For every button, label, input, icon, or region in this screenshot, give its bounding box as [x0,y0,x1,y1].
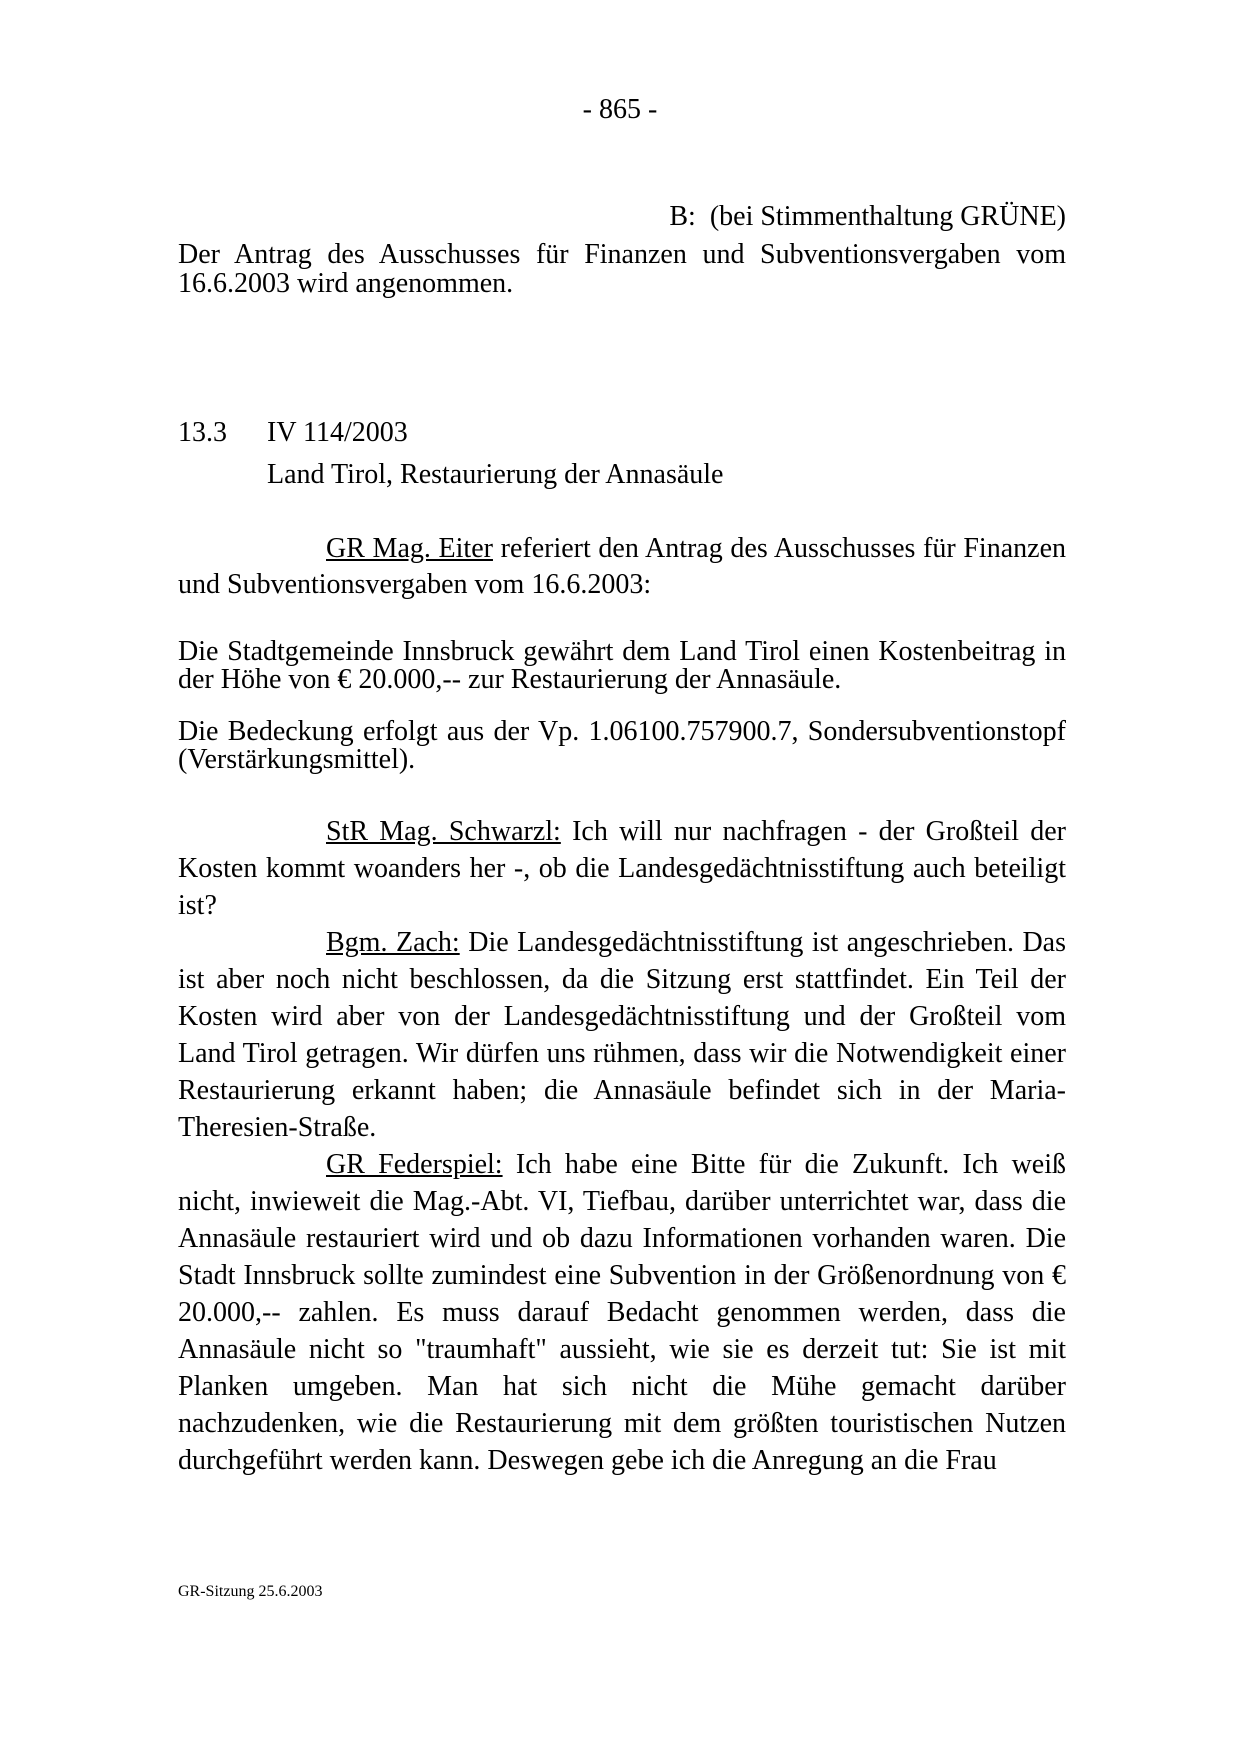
motion-paragraph: Die Bedeckung erfolgt aus der Vp. 1.06100.757900.7, Sondersubventionstopf (Verstärkungsmittel). [178,716,1066,775]
speaker-name: GR Federspiel: [326,1149,503,1180]
statement-text: Die Landesgedächtnisstiftung ist angeschrieben. Das ist aber noch nicht beschlossen, da die Sitzung erst stattfindet. Ein Teil der Kosten wird aber von der Landesgedächtnisstiftung und der Großteil vom Land Tirol getragen. Wir dürfen uns rühmen, dass wir die Notwendigkeit einer Restaurierung erkannt haben; die Annasäule befindet sich in der Maria-Theresien-Straße. [178,927,1067,1143]
intro-paragraph [178,531,1066,603]
page-footer: GR-Sitzung 25.6.2003 [178,1583,323,1600]
statement [178,1146,1066,1479]
agenda-item-number: 13.3 [178,417,227,448]
speaker-name: Bgm. Zach: [326,927,460,958]
vote-result-line [669,200,1066,234]
intro-text: referiert den Antrag des Ausschusses für Finanzen und Subventionsvergaben vom 16.6.2003: [178,533,1066,600]
agenda-item-reference: IV 114/2003 [267,417,408,448]
agenda-item-title: Land Tirol, Restaurierung der Annasäule [267,459,724,490]
statement-text: Ich habe eine Bitte für die Zukunft. Ich weiß nicht, inwieweit die Mag.-Abt. VI, Tiefbau, darüber unterrichtet war, dass die Annasäule restauriert wird und ob dazu Informationen vorhanden waren. Die Stadt Innsbruck sollte zumindest eine Subvention in der Größenordnung von € 20.000,-- zahlen. Es muss darauf Bedacht genommen werden, dass die Annasäule nicht so "traumhaft" aussieht, wie sie es derzeit tut: Sie ist mit Planken umgeben. Man hat sich nicht die Mühe gemacht darüber nachzudenken, wie die Restaurierung mit dem größten touristischen Nutzen durchgeführt werden kann. Deswegen gebe ich die Anregung an die Frau [178,1149,1066,1476]
agenda-item-heading [178,416,408,450]
speaker-name: StR Mag. Schwarzl: [326,816,561,847]
discussion [178,813,1066,1479]
statement [178,924,1066,1146]
statement [178,813,1066,924]
motion-paragraph: Die Stadtgemeinde Innsbruck gewährt dem Land Tirol einen Kostenbeitrag in der Höhe von € 20.000,-- zur Restaurierung der Annasäule. [178,636,1066,695]
statement-text: Ich will nur nachfragen - der Großteil der Kosten kommt woanders her -, ob die Landesgedächtnisstiftung auch beteiligt ist? [178,816,1066,921]
vote-label: B: [669,201,696,232]
page-number: - 865 - [582,94,658,125]
vote-abstention-note: (bei Stimmenthaltung GRÜNE) [709,201,1066,232]
resolution-result: Der Antrag des Ausschusses für Finanzen und Subventionsvergaben vom 16.6.2003 wird angenommen. [178,239,1066,299]
speaker-name: GR Mag. Eiter [326,533,493,564]
